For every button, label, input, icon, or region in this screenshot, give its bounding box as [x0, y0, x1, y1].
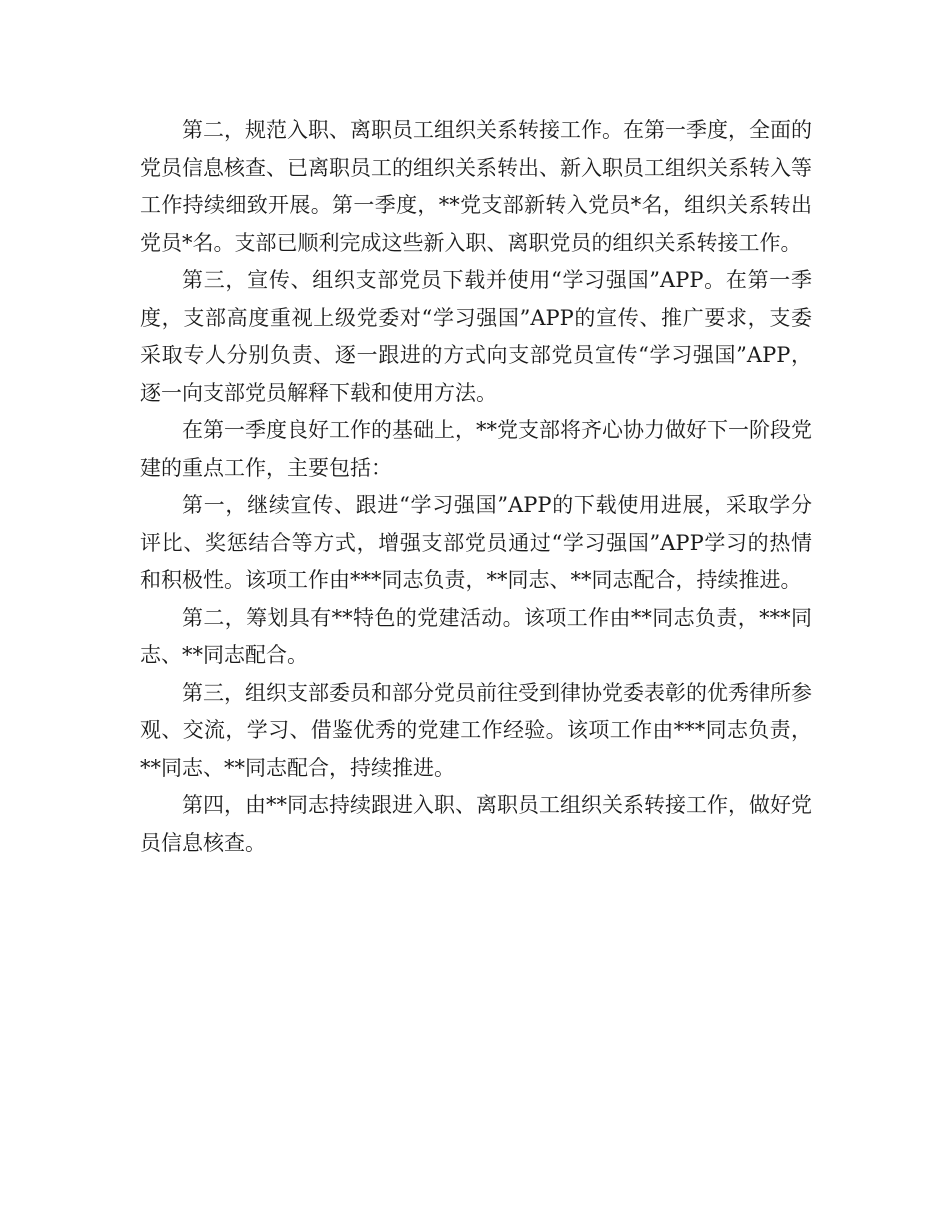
paragraph-xuexi-promotion: 第三，宣传、组织支部党员下载并使用“学习强国”APP。在第一季度，支部高度重视上级党委对“学习强国”APP的宣传、推广要求，支委采取专人分别负责、逐一跟进的方式向支部党员宣传“学习强国”APP，逐一向支部党员解释下载和使用方法。: [140, 268, 812, 405]
paragraph-plan-first: 第一，继续宣传、跟进“学习强国”APP的下载使用进展，采取学分评比、奖惩结合等方式，增强支部党员通过“学习强国”APP学习的热情和积极性。该项工作由***同志负责，**同志、**同志配合，持续推进。: [140, 493, 812, 592]
paragraph-plan-third: 第三，组织支部委员和部分党员前往受到律协党委表彰的优秀律所参观、交流，学习、借鉴优秀的党建工作经验。该项工作由***同志负责，**同志、**同志配合，持续推进。: [140, 680, 812, 780]
paragraph-next-stage-intro: 在第一季度良好工作的基础上，**党支部将齐心协力做好下一阶段党建的重点工作，主要包括：: [140, 418, 812, 480]
paragraph-plan-second: 第二，筹划具有**特色的党建活动。该项工作由**同志负责，***同志、**同志配合。: [140, 605, 812, 667]
paragraph-org-transfer: 第二，规范入职、离职员工组织关系转接工作。在第一季度，全面的党员信息核查、已离职员工的组织关系转出、新入职员工组织关系转入等工作持续细致开展。第一季度，**党支部新转入党员*名，组织关系转出党员*名。支部已顺利完成这些新入职、离职党员的组织关系转接工作。: [140, 118, 812, 255]
document-body: [140, 112, 812, 862]
paragraph-plan-fourth: 第四，由**同志持续跟进入职、离职员工组织关系转接工作，做好党员信息核查。: [140, 793, 812, 855]
